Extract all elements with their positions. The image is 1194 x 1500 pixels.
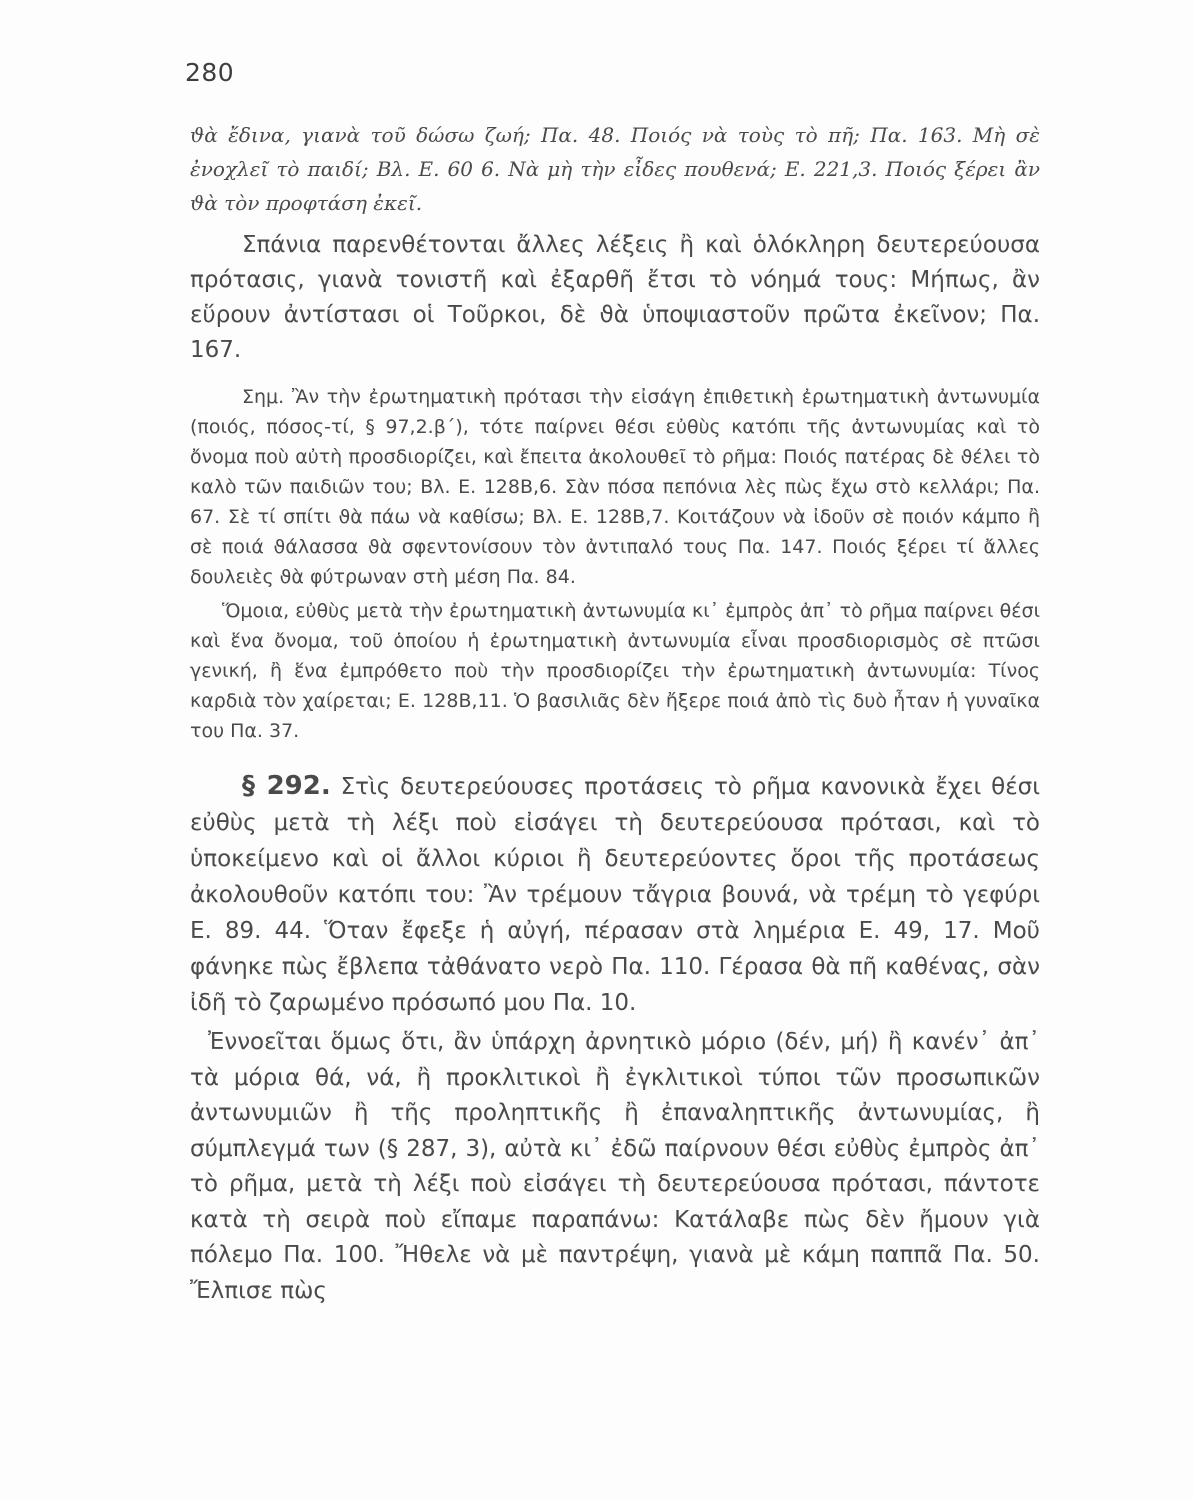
section-292-text: Στὶς δευτερεύουσες προτάσεις τὸ ρῆμα κανονικὰ ἔχει θέσι εὐθὺς μετὰ τὴ λέξι ποὺ εἰσάγει τὴ δευτερεύουσα πρότασι, καὶ τὸ ὑποκείμενο καὶ οἱ ἄλλοι κύριοι ἢ δευτερεύοντες ὅροι τῆς προτάσεως ἀκολουθοῦν κατόπι του: Ἂν τρέμουν τἄγρια βουνά, νὰ τρέμη τὸ γεφύρι Ε. 89. 44. Ὅταν ἔφεξε ἡ αὐγή, πέρασαν στὰ λημέρια Ε. 49, 17. Μοῦ φάνηκε πὼς ἔβλεπα τἀθάνατο νερὸ Πα. 110. Γέρασα θὰ πῆ καθένας, σὰν ἰδῆ τὸ ζαρωμένο πρόσωπό μου Πα. 10.: [190, 774, 1041, 1016]
text-column: [190, 118, 1040, 1309]
parenthesis-paragraph: Σπάνια παρενθέτονται ἄλλες λέξεις ἢ καὶ ὁλόκληρη δευτερεύουσα πρότασις, γιανὰ τονιστῆ καὶ ἐξαρθῆ ἔτσι τὸ νόημά τους: Μήπως, ἂν εὕρουν ἀντίστασι οἱ Τοῦρκοι, δὲ ϑὰ ὑποψιαστοῦν πρῶτα ἐκεῖνον; Πα. 167.: [190, 232, 1040, 363]
note-paragraph: Σημ. Ἂν τὴν ἐρωτηματικὴ πρότασι τὴν εἰσάγη ἐπιθετικὴ ἐρωτηματικὴ ἀντωνυμία (ποιός, πόσος-τί, § 97,2.β´), τότε παίρνει θέσι εὐθὺς κατόπι τῆς ἀντωνυμίας καὶ τὸ ὄνομα ποὺ αὐτὴ προσδιορίζει, καὶ ἔπειτα ἀκολουθεῖ τὸ ρῆμα: Ποιός πατέρας δὲ ϑέλει τὸ καλὸ τῶν παιδιῶν του; Βλ. Ε. 128Β,6. Σὰν πόσα πεπόνια λὲς πὼς ἔχω στὸ κελλάρι; Πα. 67. Σὲ τί σπίτι ϑὰ πάω νὰ καθίσω; Βλ. Ε. 128Β,7. Κοιτάζουν νὰ ἰδοῦν σὲ ποιόν κάμπο ἢ σὲ ποιά ϑάλασσα ϑὰ σφεντονίσουν τὸν ἀντιπαλό τους Πα. 147. Ποιός ξέρει τί ἄλλες δουλειὲς ϑὰ φύτρωναν στὴ μέση Πα. 84.: [190, 386, 1040, 588]
page-number: 280: [185, 58, 235, 87]
note-continuation-paragraph: Ὅμοια, εὐθὺς μετὰ τὴν ἐρωτηματικὴ ἀντωνυμία κι᾽ ἐμπρὸς ἀπ᾽ τὸ ρῆμα παίρνει θέσι καὶ ἕνα ὄνομα, τοῦ ὁποίου ἡ ἐρωτηματικὴ ἀντωνυμία εἶναι προσδιορισμὸς σὲ πτῶσι γενική, ἢ ἕνα ἐμπρόθετο ποὺ τὴν προσδιορίζει τὴν ἐρωτηματικὴ ἀντωνυμία: Τίνος καρδιὰ τὸν χαίρεται; Ε. 128Β,11. Ὁ βασιλιᾶς δὲν ἤξερε ποιά ἀπὸ τὶς δυὸ ἦταν ἡ γυναῖκα του Πα. 37.: [190, 600, 1040, 742]
final-paragraph: Ἐννοεῖται ὅμως ὅτι, ἂν ὑπάρχη ἀρνητικὸ μόριο (δέν, μή) ἢ κανέν᾽ ἀπ᾽ τὰ μόρια θά, νά, ἢ προκλιτικοὶ ἢ ἐγκλιτικοὶ τύποι τῶν προσωπικῶν ἀντωνυμιῶν ἢ τῆς προληπτικῆς ἢ ἐπαναληπτικῆς ἀντωνυμίας, ἢ σύμπλεγμά των (§ 287, 3), αὐτὰ κι᾽ ἐδῶ παίρνουν θέσι εὐθὺς ἐμπρὸς ἀπ᾽ τὸ ρῆμα, μετὰ τὴ λέξι ποὺ εἰσάγει τὴ δευτερεύουσα πρότασι, πάντοτε κατὰ τὴ σειρὰ ποὺ εἴπαμε παραπάνω: Κατάλαβε πὼς δὲν ἤμουν γιὰ πόλεμο Πα. 100. Ἤθελε νὰ μὲ παντρέψη, γιανὰ μὲ κάμη παππᾶ Πα. 50. Ἔλπισε πὼς: [190, 1029, 1040, 1304]
examples-paragraph: ϑὰ ἔδινα, γιανὰ τοῦ δώσω ζωή; Πα. 48. Ποιός νὰ τοὺς τὸ πῆ; Πα. 163. Μὴ σὲ ἐνοχλεῖ τὸ παιδί; Βλ. Ε. 60 6. Νὰ μὴ τὴν εἶδες πουθενά; Ε. 221,3. Ποιός ξέρει ἂν ϑὰ τὸν προφτάση ἐκεῖ.: [190, 123, 1040, 215]
section-number: § 292.: [242, 771, 331, 801]
section-292-paragraph: [190, 768, 1040, 1021]
